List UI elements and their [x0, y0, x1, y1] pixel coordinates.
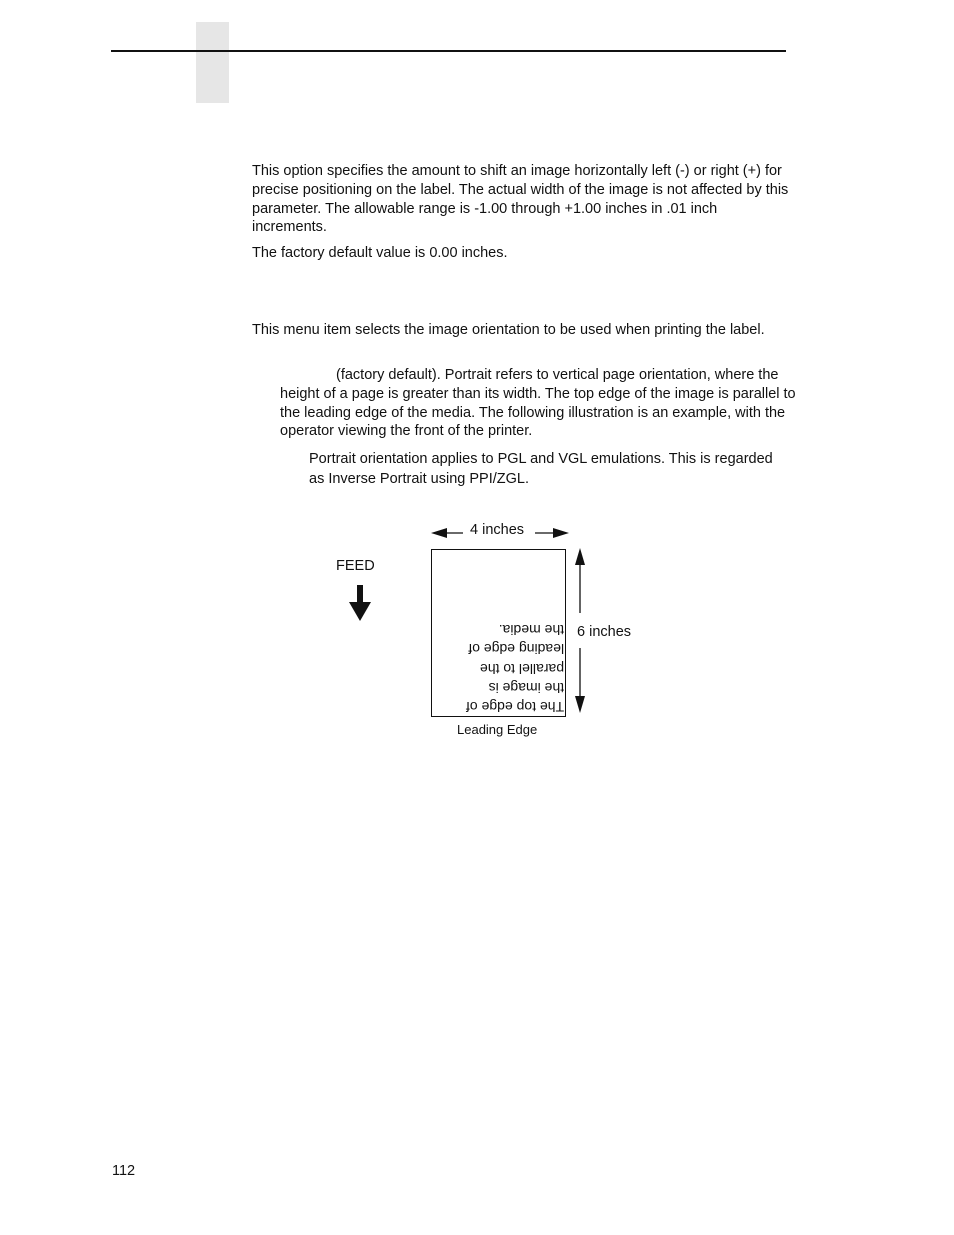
box-line: leading edge of [468, 641, 564, 658]
rotated-image-text [466, 620, 564, 716]
leading-edge-label: Leading Edge [457, 722, 538, 737]
box-line: The top edge of [465, 699, 564, 716]
image-shift-paragraph: This option specifies the amount to shift an image horizontally left (-) or right (+) for precise positioning on the label. The actual width of the image is not affected by this parameter. The allowable range is -1.00 through +1.00 inches in .01 inch increments. [252, 163, 789, 236]
height-arrow-up [575, 548, 585, 613]
orientation-paragraph: This menu item selects the image orientation to be used when printing the label. [252, 322, 765, 338]
width-arrow-left [431, 528, 463, 538]
label-diagram-box [431, 549, 566, 717]
box-line: the image is [488, 679, 564, 696]
feed-label: FEED [336, 558, 375, 574]
note-text: Portrait orientation applies to PGL and VGL emulations. This is regarded as Inverse Portrait using PPI/ZGL. [309, 451, 773, 487]
box-line: the media. [498, 622, 564, 639]
width-label: 4 inches [470, 522, 525, 538]
width-arrow-right [535, 528, 569, 538]
height-arrow-down [575, 648, 585, 713]
feed-arrow-down-icon [349, 585, 371, 621]
portrait-description: (factory default). Portrait refers to vertical page orientation, where the height of a page is greater than its width. The top edge of the image is parallel to the leading edge of the media. The following illustration is an example, with the operator viewing the front of the printer. [280, 367, 796, 440]
box-line: parallel to the [479, 660, 564, 677]
height-label: 6 inches [577, 624, 632, 640]
page-number: 112 [112, 1163, 136, 1179]
default-value-paragraph: The factory default value is 0.00 inches. [252, 245, 508, 261]
